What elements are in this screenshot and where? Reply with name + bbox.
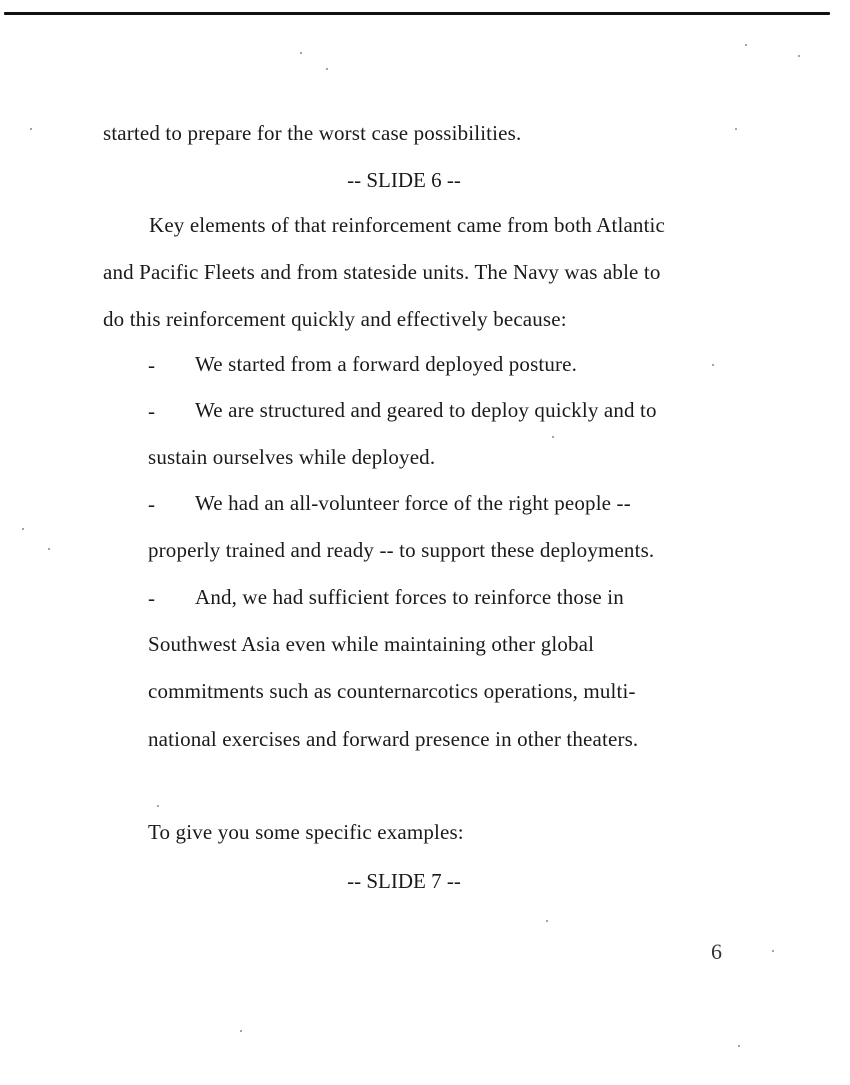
scan-speck [546, 920, 548, 922]
scan-speck [300, 52, 302, 54]
bullet-line: We had an all-volunteer force of the right people -- [195, 491, 631, 515]
scan-speck [735, 128, 737, 130]
paragraph-line: To give you some specific examples: [148, 820, 464, 844]
scan-speck [30, 128, 32, 130]
top-rule [4, 12, 830, 15]
scan-speck [240, 1030, 242, 1032]
paragraph-line: and Pacific Fleets and from stateside units. The Navy was able to [103, 260, 661, 284]
bullet-line: national exercises and forward presence in other theaters. [148, 727, 639, 751]
bullet-line: sustain ourselves while deployed. [148, 445, 436, 469]
scan-speck [745, 44, 747, 46]
bullet-dash: - [148, 586, 155, 610]
bullet-line: commitments such as counternarcotics operations, multi- [148, 679, 636, 703]
scan-speck [772, 950, 774, 952]
scan-speck [22, 528, 24, 530]
bullet-dash: - [148, 399, 155, 423]
bullet-dash: - [148, 353, 155, 377]
scan-speck [798, 55, 800, 57]
scan-speck [738, 1045, 740, 1047]
bullet-line: And, we had sufficient forces to reinforce those in [195, 585, 624, 609]
page-number: 6 [711, 939, 722, 964]
bullet-line: We started from a forward deployed posture. [195, 352, 578, 376]
scan-speck [712, 364, 714, 366]
slide-marker: -- SLIDE 7 -- [347, 869, 461, 893]
scan-speck [48, 548, 50, 550]
bullet-line: properly trained and ready -- to support these deployments. [148, 538, 655, 562]
paragraph-line: Key elements of that reinforcement came from both Atlantic [149, 213, 666, 237]
scan-speck [157, 805, 159, 807]
bullet-line: We are structured and geared to deploy quickly and to [195, 398, 657, 422]
paragraph-line: do this reinforcement quickly and effectively because: [103, 307, 567, 331]
scan-speck [326, 68, 328, 70]
bullet-dash: - [148, 492, 155, 516]
slide-marker: -- SLIDE 6 -- [347, 168, 461, 192]
bullet-line: Southwest Asia even while maintaining other global [148, 632, 595, 656]
text-line: started to prepare for the worst case possibilities. [103, 121, 522, 145]
scan-speck [552, 436, 554, 438]
